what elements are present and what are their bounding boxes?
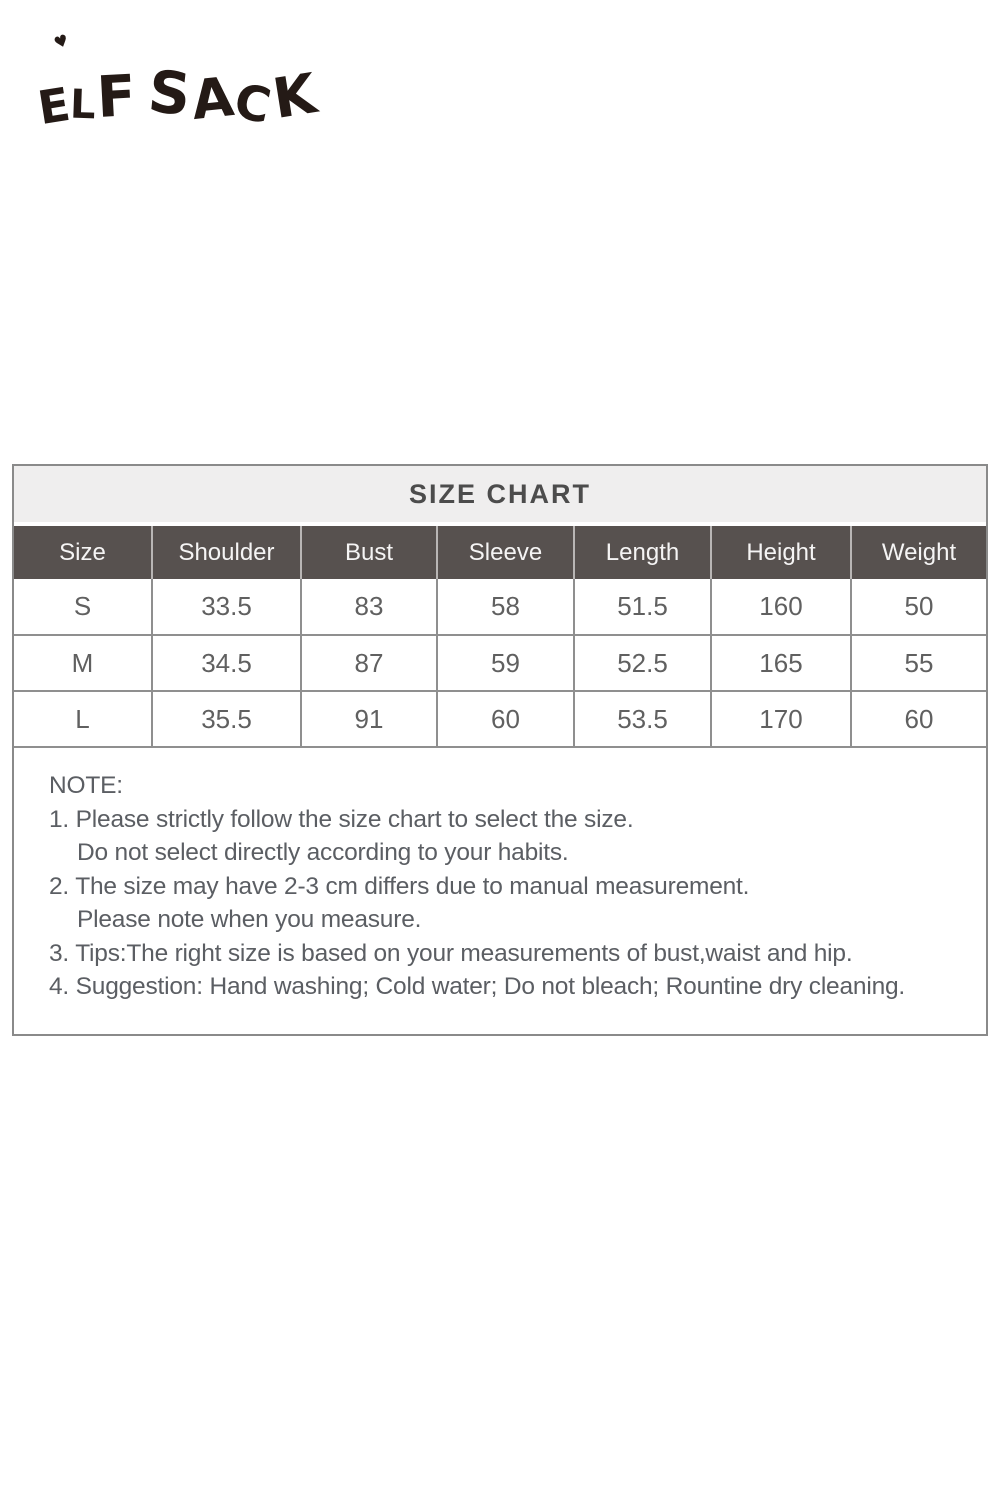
cell-value: 55 [851,635,986,691]
cell-value: 53.5 [574,691,711,747]
logo-letter: C [230,72,277,136]
cell-value: 165 [711,635,851,691]
cell-value: 60 [851,691,986,747]
logo-letter: S [145,57,194,130]
column-header-weight: Weight [851,526,986,579]
cell-value: 52.5 [574,635,711,691]
note-line-2: 2. The size may have 2-3 cm differs due to manual measurement. [49,872,750,900]
logo-letter: L [69,81,97,129]
note-line-2b: Please note when you measure. [77,906,422,933]
cell-value: 35.5 [152,691,301,747]
size-table [14,526,986,748]
logo-letter: K [268,61,321,131]
table-row-size-m [14,635,986,691]
logo-letter: F [95,63,138,131]
cell-value: 60 [437,691,574,747]
logo-letter: E [34,76,74,136]
logo-letter: A [188,65,237,133]
column-header-size: Size [14,526,152,579]
logo-heart-icon: ♥ [51,30,72,53]
cell-size: L [14,691,152,747]
column-header-sleeve: Sleeve [437,526,574,579]
cell-value: 33.5 [152,579,301,635]
elf-sack-logo [34,30,321,136]
note-line-1b: Do not select directly according to your habits. [77,839,569,866]
notes-heading: NOTE: [49,772,123,799]
size-table-header-row [14,526,986,579]
note-line-1: 1. Please strictly follow the size chart to select the size. [49,805,634,833]
note-line-3: 3. Tips:The right size is based on your measurements of bust,waist and hip. [49,939,853,967]
notes-section [14,748,986,1034]
column-header-shoulder: Shoulder [152,526,301,579]
note-line-4: 4. Suggestion: Hand washing; Cold water; Do not bleach; Rountine dry cleaning. [49,973,906,1000]
column-header-length: Length [574,526,711,579]
cell-value: 87 [301,635,437,691]
size-chart-title: SIZE CHART [409,478,591,509]
cell-value: 34.5 [152,635,301,691]
size-chart-panel [12,464,988,1036]
cell-value: 59 [437,635,574,691]
cell-value: 50 [851,579,986,635]
cell-value: 160 [711,579,851,635]
cell-value: 58 [437,579,574,635]
cell-value: 91 [301,691,437,747]
size-chart-title-band [14,466,986,526]
column-header-height: Height [711,526,851,579]
column-header-bust: Bust [301,526,437,579]
table-row-size-s [14,579,986,635]
cell-value: 51.5 [574,579,711,635]
table-row-size-l [14,691,986,747]
cell-size: M [14,635,152,691]
cell-value: 83 [301,579,437,635]
cell-size: S [14,579,152,635]
cell-value: 170 [711,691,851,747]
